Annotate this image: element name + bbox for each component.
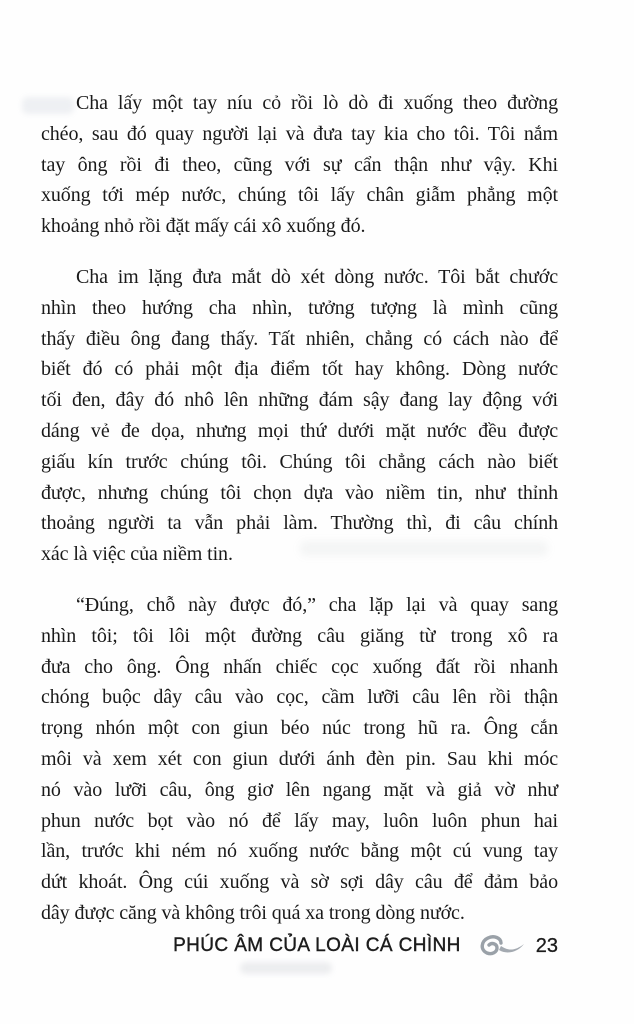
text-line: nó vào lưỡi câu, ông giơ lên ngang mặt và giả vờ như [41, 778, 558, 801]
text-line: giấu kín trước chúng tôi. Chúng tôi chẳng cách nào biết [41, 450, 558, 473]
text-line: dáng vẻ đe dọa, nhưng mọi thứ dưới mặt nước đều được [41, 419, 558, 442]
text-line: xuống tới mép nước, chúng tôi lấy chân giẫm phẳng một [41, 184, 558, 207]
bleed-through-ghost [240, 962, 332, 974]
text-line: nhìn tôi; tôi lôi một đường câu giăng từ trong xô ra [41, 624, 558, 647]
page-footer [173, 933, 558, 959]
page-number: 23 [535, 934, 558, 957]
text-line: chéo, sau đó quay người lại và đưa tay kia cho tôi. Tôi nắm [41, 122, 558, 145]
running-title: PHÚC ÂM CỦA LOÀI CÁ CHÌNH [173, 935, 461, 956]
text-line: trọng nhón một con giun béo núc trong hũ ra. Ông cắn [41, 717, 558, 740]
text-line: đưa cho ông. Ông nhấn chiếc cọc xuống đất rồi nhanh [41, 655, 558, 678]
text-line: biết đó có phải một địa điểm tốt hay không. Dòng nước [41, 358, 558, 381]
text-line: tối đen, đây đó nhô lên những đám sậy đang lay động với [41, 389, 558, 412]
text-line: lần, trước khi ném nó xuống nước bằng một cú vung tay [41, 840, 558, 863]
text-line: dây được căng và không trôi quá xa trong dòng nước. [41, 901, 465, 924]
text-line: nhìn theo hướng cha nhìn, tưởng tượng là mình cũng [41, 296, 558, 319]
text-line: được, nhưng chúng tôi chọn dựa vào niềm tin, như thỉnh [41, 481, 558, 504]
text-line: tay ông rồi đi theo, cũng với sự cẩn thận như vậy. Khi [41, 153, 558, 176]
text-line: “Đúng, chỗ này được đó,” cha lặp lại và quay sang [76, 593, 558, 616]
text-line: xác là việc của niềm tin. [41, 543, 233, 566]
text-line: môi và xem xét con giun dưới ánh đèn pin. Sau khi móc [41, 747, 558, 770]
text-line: Cha im lặng đưa mắt dò xét dòng nước. Tôi bắt chước [76, 265, 558, 288]
text-line: dứt khoát. Ông cúi xuống và sờ sợi dây câu để đảm bảo [41, 871, 558, 894]
body-text [41, 88, 558, 949]
text-line: phun nước bọt vào nó để lấy may, luôn luôn phun hai [41, 809, 558, 832]
wave-swirl-icon [475, 933, 525, 962]
text-line: thoảng người ta vẫn phải làm. Thường thì, đi câu chính [41, 512, 558, 535]
text-line: thấy điều ông đang thấy. Tất nhiên, chẳng có cách nào để [41, 327, 558, 350]
text-line: khoảng nhỏ rồi đặt mấy cái xô xuống đó. [41, 215, 366, 238]
text-line: Cha lấy một tay níu cỏ rồi lò dò đi xuống theo đường [76, 92, 558, 114]
text-line: chóng buộc dây câu vào cọc, cầm lưỡi câu lên rồi thận [41, 686, 558, 709]
